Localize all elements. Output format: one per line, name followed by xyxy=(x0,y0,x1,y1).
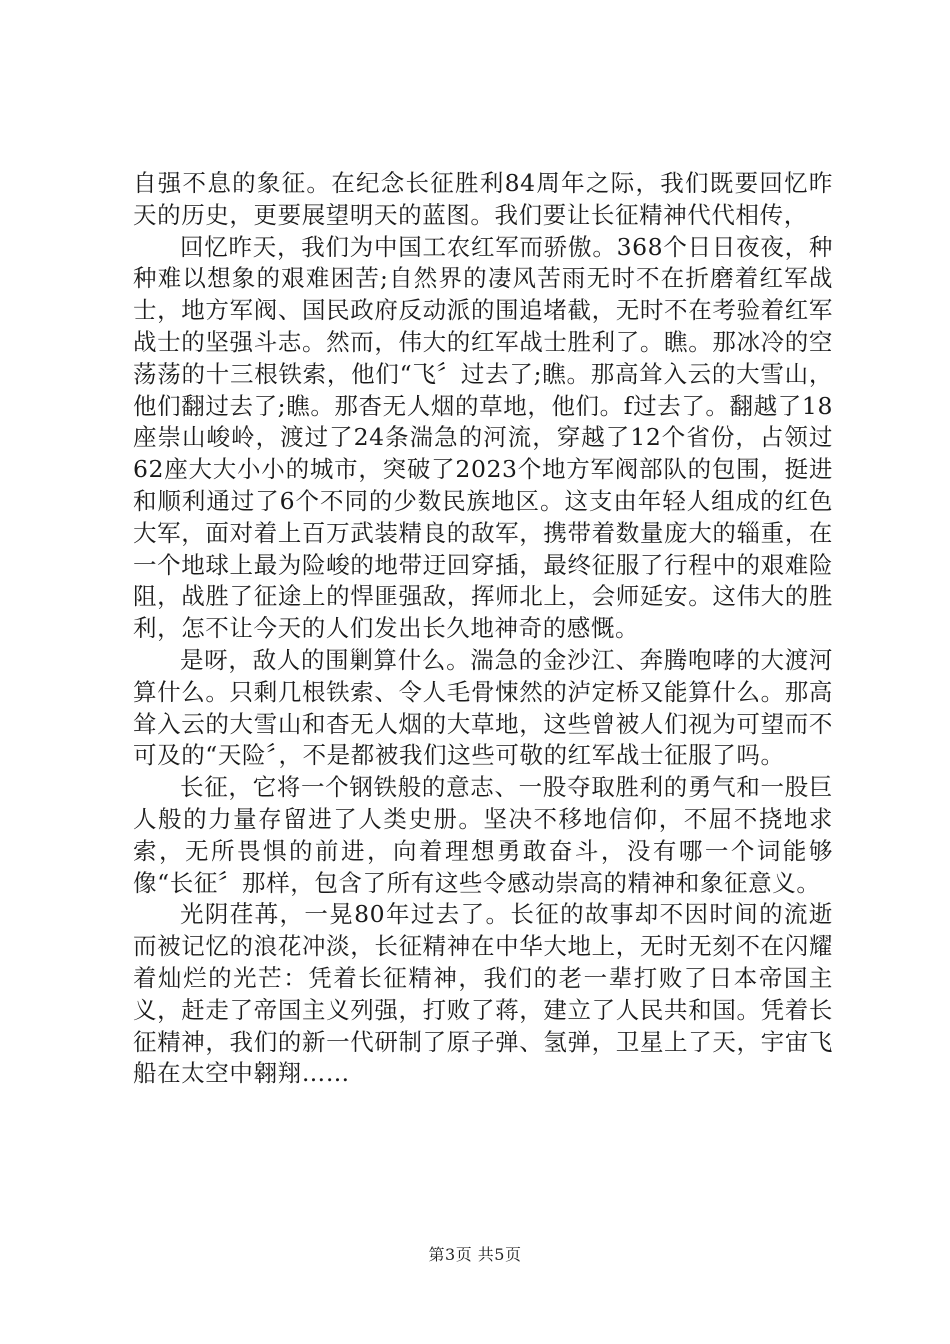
paragraph-5: 光阴荏苒，一晃80年过去了。长征的故事却不因时间的流逝而被记忆的浪花冲淡，长征精神在中华大地上，无时无刻不在闪耀着灿烂的光芒：凭着长征精神，我们的老一辈打败了日本帝国主义，赶走了帝国主义列强，打败了蒋，建立了人民共和国。凭着长征精神，我们的新一代研制了原子弹、氢弹，卫星上了天，宇宙飞船在太空中翱翔…… xyxy=(133,900,833,1088)
document-body xyxy=(133,168,833,1090)
paragraph-2: 回忆昨天，我们为中国工农红军而骄傲。368个日日夜夜，种种难以想象的艰难困苦;自然界的凄风苦雨无时不在折磨着红军战士，地方军阀、国民政府反动派的围追堵截，无时不在考验着红军战士的坚强斗志。然而，伟大的红军战士胜利了。瞧。那冰冷的空荡荡的十三根铁索，他们“飞〞过去了;瞧。那高耸入云的大雪山，他们翻过去了;瞧。那杳无人烟的草地，他们。f过去了。翻越了18座崇山峻岭，渡过了24条湍急的河流，穿越了12个省份，占领过62座大大小小的城市，突破了2023个地方军阀部队的包围，挺进和顺利通过了6个不同的少数民族地区。这支由年轻人组成的红色大军，面对着上百万武装精良的敌军，携带着数量庞大的辎重，在一个地球上最为险峻的地带迂回穿插，最终征服了行程中的艰难险阻，战胜了征途上的悍匪强敌，挥师北上，会师延安。这伟大的胜利，怎不让今天的人们发出长久地神奇的感慨。 xyxy=(133,232,833,643)
paragraph-4: 长征，它将一个钢铁般的意志、一股夺取胜利的勇气和一股巨人般的力量存留进了人类史册。坚决不移地信仰，不屈不挠地求索，无所畏惧的前进，向着理想勇敢奋斗，没有哪一个词能够像“长征〞那样，包含了所有这些令感动崇高的精神和象征意义。 xyxy=(133,773,833,897)
paragraph-3: 是呀，敌人的围剿算什么。湍急的金沙江、奔腾咆哮的大渡河算什么。只剩几根铁索、令人毛骨悚然的泸定桥又能算什么。那高耸入云的大雪山和杳无人烟的大草地，这些曾被人们视为可望而不可及的“天险〞，不是都被我们这些可敬的红军战士征服了吗。 xyxy=(133,645,833,770)
page-number-label: 第3页 共5页 xyxy=(428,1245,522,1264)
page-footer xyxy=(0,1245,950,1265)
paragraph-1: 自强不息的象征。在纪念长征胜利84周年之际，我们既要回忆昨天的历史，更要展望明天的蓝图。我们要让长征精神代代相传， xyxy=(133,169,833,229)
